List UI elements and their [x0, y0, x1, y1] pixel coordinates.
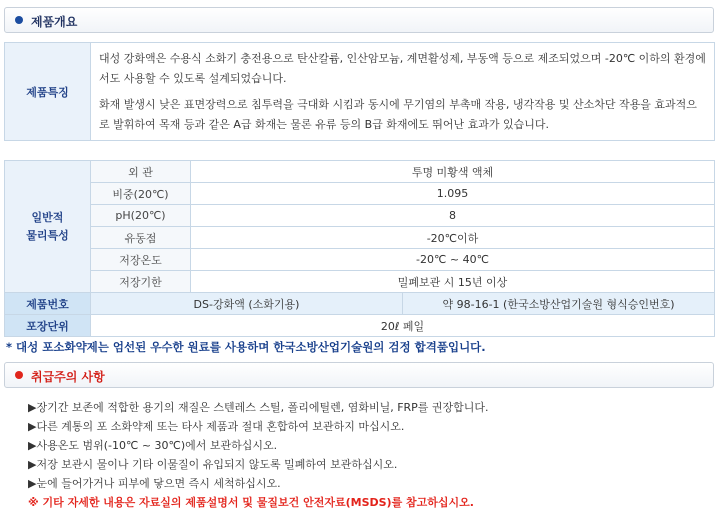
- spec-name: 비중(20℃): [91, 183, 191, 205]
- spec-value: 투명 미황색 액체: [191, 161, 715, 183]
- spec-name: 유동점: [91, 227, 191, 249]
- spec-value: 1.095: [191, 183, 715, 205]
- spec-value: -20℃ ~ 40℃: [191, 249, 715, 271]
- spec-value: 8: [191, 205, 715, 227]
- package-value: 20ℓ 페일: [91, 315, 715, 337]
- certification-note: * 대성 포소화약제는 엄선된 우수한 원료를 사용하며 한국소방산업기술원의 검정 합격품입니다.: [6, 340, 486, 354]
- spec-name: pH(20℃): [91, 205, 191, 227]
- handling-header: [4, 362, 714, 388]
- spec-value: -20℃이하: [191, 227, 715, 249]
- handling-title: 취급주의 사항: [31, 370, 105, 384]
- spec-name: 저장온도: [91, 249, 191, 271]
- msds-warning: ※ 기타 자세한 내용은 자료실의 제품설명서 및 물질보건 안전자료(MSDS)를 참고하십시오.: [28, 496, 474, 509]
- list-item: ▶저장 보관시 물이나 기타 이물질이 유입되지 않도록 밀폐하여 보관하십시오.: [28, 458, 398, 471]
- features-para-1: 대성 강화액은 수용식 소화기 충전용으로 탄산칼륨, 인산암모늄, 계면활성제, 부동액 등으로 제조되었으며 -20℃ 이하의 환경에서도 사용할 수 있도록 설계되었습니다.: [99, 51, 706, 85]
- bullet-icon: [15, 371, 23, 379]
- product-no-value: DS-강화액 (소화기용): [91, 293, 403, 315]
- bullet-icon: [15, 16, 23, 24]
- list-item: ▶사용온도 범위(-10℃ ~ 30℃)에서 보관하십시오.: [28, 439, 278, 452]
- features-para-2: 화재 발생시 낮은 표면장력으로 침투력을 극대화 시킴과 동시에 무기염의 부촉매 작용, 냉각작용 및 산소차단 작용을 효과적으로 발휘하여 목재 등과 같은 A급 화재는 물론 유류 등의 B급 화재에도 뛰어난 효과가 있습니다.: [99, 97, 697, 131]
- product-no-label: 제품번호: [5, 293, 91, 315]
- spec-value: 밀폐보관 시 15년 이상: [191, 271, 715, 293]
- overview-table: [4, 42, 715, 141]
- approval-no: 약 98-16-1 (한국소방산업기술원 형식승인번호): [403, 293, 715, 315]
- overview-title: 제품개요: [31, 15, 78, 29]
- list-item: ▶눈에 들어가거나 피부에 닿으면 즉시 세척하십시오.: [28, 477, 281, 490]
- spec-name: 외 관: [91, 161, 191, 183]
- package-label: 포장단위: [5, 315, 91, 337]
- features-label: 제품특징: [5, 43, 91, 141]
- list-item: ▶장기간 보존에 적합한 용기의 재질은 스텐레스 스틸, 폴리에틸렌, 염화비닐, FRP를 권장합니다.: [28, 401, 489, 414]
- specs-label: 일반적 물리특성: [5, 161, 91, 293]
- spec-table: [4, 160, 715, 337]
- spec-name: 저장기한: [91, 271, 191, 293]
- overview-header: [4, 7, 714, 33]
- handling-list: [28, 398, 489, 512]
- list-item: ▶다른 계통의 포 소화약제 또는 타사 제품과 절대 혼합하여 보관하지 마십시오.: [28, 420, 405, 433]
